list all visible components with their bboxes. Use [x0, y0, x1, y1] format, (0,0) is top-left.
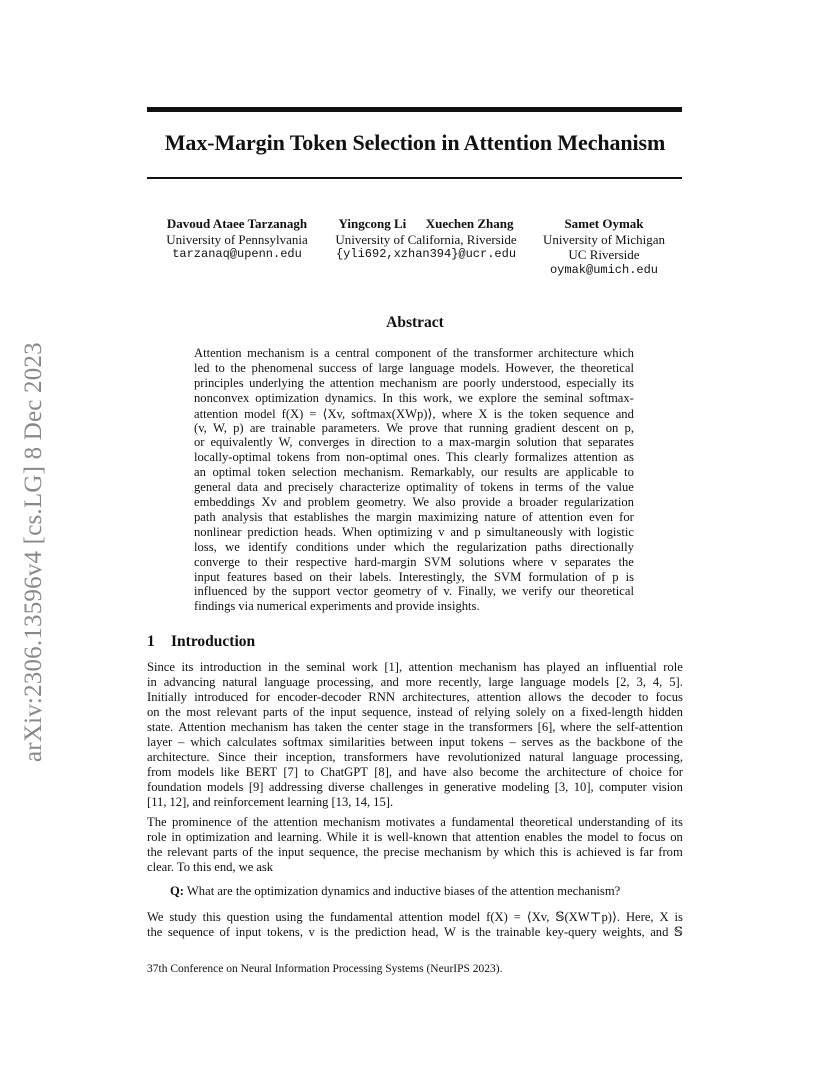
- text-line: nonlinear prediction heads. When optimizing v and p simultaneously with logistic: [194, 524, 634, 539]
- question-text: What are the optimization dynamics and inductive biases of the attention mechanism?: [186, 884, 621, 898]
- author-block-3: [528, 216, 680, 278]
- text-line: attention model f(X) = ⟨Xv, softmax(XWp)⟩, where X is the token sequence and: [194, 406, 634, 421]
- section-heading: [147, 633, 255, 651]
- research-question: [170, 884, 620, 899]
- text-line: Attention mechanism is a central component of the transformer architecture which: [194, 346, 634, 360]
- author-affiliation: University of California, Riverside: [335, 231, 517, 247]
- text-line: converge to their respective hard-margin SVM solutions where v separates the: [194, 554, 634, 569]
- author-affiliation-2: UC Riverside: [568, 247, 640, 262]
- author-name: Samet Oymak: [564, 216, 644, 231]
- text-line: embeddings Xv and problem geometry. We also provide a broader regularization: [194, 495, 634, 509]
- text-line: on the most relevant parts of the input sequence, instead of relying solely on a fixed-length hidden: [147, 704, 683, 719]
- paper-title: Max-Margin Token Selection in Attention Mechanism: [164, 130, 666, 155]
- text-line: role in optimization and learning. While it is well-known that attention enables the model to focus on: [147, 829, 683, 844]
- text-line: led to the phenomenal success of large language models. However, the theoretical: [194, 360, 634, 375]
- author-email: oymak@umich.edu: [549, 262, 659, 277]
- text-line: clear. To this end, we ask: [147, 859, 274, 874]
- text-line: the sequence of input tokens, v is the prediction head, W is the trainable key-query weights, and 𝕊: [147, 924, 683, 939]
- text-line: locally-optimal tokens from non-optimal ones. This clearly formalizes attention as: [194, 450, 634, 465]
- question-label: Q:: [170, 884, 184, 898]
- text-line: nonconvex optimization dynamics. In this work, we explore the seminal softmax-: [194, 390, 634, 405]
- text-line: state. Attention mechanism has taken the center stage in the transformers [6], where the self-attention: [147, 719, 683, 734]
- text-line: principles underlying the attention mechanism are poorly understood, especially its: [194, 375, 634, 390]
- text-line: findings via numerical experiments and provide insights.: [194, 599, 480, 614]
- author-block-2: [328, 216, 524, 263]
- author-affiliation: University of Pennsylvania: [166, 231, 308, 247]
- text-line: The prominence of the attention mechanism motivates a fundamental theoretical understanding of its: [147, 815, 683, 829]
- text-line: (v, W, p) are trainable parameters. We prove that running gradient descent on p,: [194, 420, 634, 435]
- arxiv-identifier: arXiv:2306.13596v4 [cs.LG] 8 Dec 2023: [20, 342, 47, 762]
- text-line: input features based on their labels. Interestingly, the SVM formulation of p is: [194, 569, 634, 584]
- title-rule-bottom: [147, 177, 682, 179]
- text-line: influenced by the support vector geometry of v. Finally, we verify our theoretical: [194, 584, 634, 599]
- conference-footnote: 37th Conference on Neural Information Processing Systems (NeurIPS 2023).: [147, 963, 503, 975]
- text-line: general data and precisely characterize optimality of tokens in terms of the value: [194, 480, 634, 495]
- text-line: the relevant parts of the input sequence, the precise mechanism by which this is achieved is far from: [147, 844, 683, 859]
- text-line: Initially introduced for encoder-decoder RNN architectures, attention allows the decoder to focus: [147, 689, 683, 704]
- text-line: We study this question using the fundamental attention model f(X) = ⟨Xv, 𝕊(XW⊤p)⟩. Here, X is: [147, 910, 683, 924]
- author-names: [328, 216, 524, 232]
- text-line: [11, 12], and reinforcement learning [13, 14, 15].: [147, 794, 394, 809]
- author-block-1: [147, 216, 327, 263]
- text-line: from models like BERT [7] to ChatGPT [8], and have also become the architecture of choice for: [147, 764, 683, 779]
- text-line: layer – which calculates softmax similarities between input tokens – serves as the backbone of the: [147, 734, 683, 749]
- author-name: Yingcong Li: [338, 216, 407, 231]
- text-line: Since its introduction in the seminal work [1], attention mechanism has played an influential role: [147, 660, 683, 674]
- text-line: architecture. Since their inception, transformers have revolutionized natural language processing,: [147, 749, 683, 764]
- text-line: an optimal token selection mechanism. Remarkably, our results are applicable to: [194, 465, 634, 480]
- text-line: loss, we identify conditions under which the regularization paths directionally: [194, 539, 634, 554]
- text-line: or equivalently W, converges in direction to a max-margin solution that separates: [194, 435, 634, 450]
- section-number: 1: [147, 633, 155, 650]
- author-name: Davoud Ataee Tarzanagh: [166, 216, 308, 231]
- text-line: path analysis that establishes the margin maximizing nature of attention even for: [194, 509, 634, 524]
- author-name: Xuechen Zhang: [425, 216, 514, 231]
- author-email: tarzanaq@upenn.edu: [172, 247, 302, 261]
- title-rule-top: [147, 107, 682, 112]
- text-line: in advancing natural language processing, and more recently, large language models [2, 3, 4, 5].: [147, 674, 683, 689]
- text-line: foundation models [9] addressing diverse challenges in generative modeling [3, 10], computer vision: [147, 779, 683, 794]
- author-email: {yli692,xzhan394}@ucr.edu: [335, 247, 517, 261]
- author-affiliation: University of Michigan: [542, 231, 666, 247]
- abstract-heading: Abstract: [386, 314, 444, 331]
- section-title: Introduction: [171, 633, 256, 650]
